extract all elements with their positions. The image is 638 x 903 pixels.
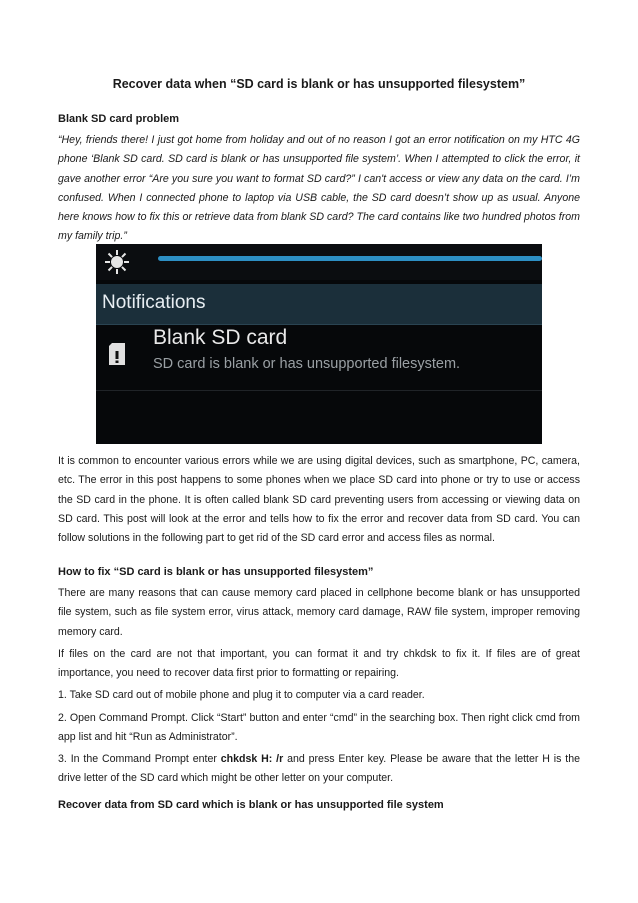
step-3-prefix: 3. In the Command Prompt enter <box>58 753 221 765</box>
notification-title[interactable]: Blank SD card <box>153 326 288 349</box>
divider <box>96 390 542 391</box>
step-2: 2. Open Command Prompt. Click “Start” button and enter “cmd” in the searching box. Then right click cmd from app list and hit “Run as Administrator”. <box>58 712 580 744</box>
section-heading-recover-data: Recover data from SD card which is blank or has unsupported file system <box>58 799 444 811</box>
notifications-label: Notifications <box>102 292 206 313</box>
intro-paragraph: It is common to encounter various errors while we are using digital devices, such as smartphone, PC, camera, etc. The error in this post happens to some phones when we place SD card into phone or try to use or access the SD card in the phone. It is often called blank SD card preventing users from accessing or viewing data on SD card. This post will look at the error and tells how to fix the error and recover data from SD card. You can follow solutions in the following part to get rid of the SD card error and access files as normal. <box>58 455 580 545</box>
step-3 <box>58 750 580 789</box>
step-3-suffix: and press Enter key. Please be aware that the letter H is the drive letter of the SD card which might be other letter on your computer. <box>58 753 581 785</box>
brightness-slider[interactable] <box>158 256 542 261</box>
user-quote-paragraph: “Hey, friends there! I just got home from holiday and out of no reason I got an error notification on my HTC 4G phone ‘Blank SD card. SD card is blank or has unsupported file system’. When I attempted to click the error, it gave another error “Are you sure you want to format SD card?” I can't access or view any data on the card. I’m confused. When I connected phone to laptop via USB cable, the SD card doesn’t show up as usual. Anyone here knows how to fix this or retrieve data from blank SD card? The card contains like two hundred photos from my family trip.” <box>58 134 580 243</box>
document-title: Recover data when “SD card is blank or has unsupported filesystem” <box>112 77 526 91</box>
section-heading-blank-sd: Blank SD card problem <box>58 113 180 125</box>
notification-text[interactable]: SD card is blank or has unsupported filesystem. <box>153 356 461 372</box>
phone-notification-screenshot <box>96 244 542 444</box>
status-bar <box>96 244 542 280</box>
brightness-icon <box>104 249 130 275</box>
section-heading-how-to-fix: How to fix “SD card is blank or has unsupported filesystem” <box>58 566 374 578</box>
notifications-header <box>96 284 542 325</box>
format-advice-paragraph: If files on the card are not that important, you can format it and try chkdsk to fix it. If files are of great importance, you need to recover data first prior to formatting or repairing. <box>58 648 580 680</box>
chkdsk-command: chkdsk H: /r <box>220 753 284 765</box>
sd-card-icon <box>109 343 125 365</box>
step-1: 1. Take SD card out of mobile phone and plug it to computer via a card reader. <box>58 689 425 701</box>
reasons-paragraph: There are many reasons that can cause memory card placed in cellphone become blank or has unsupported file system, such as file system error, virus attack, memory card damage, RAW file system, improper removing memory card. <box>58 587 580 638</box>
